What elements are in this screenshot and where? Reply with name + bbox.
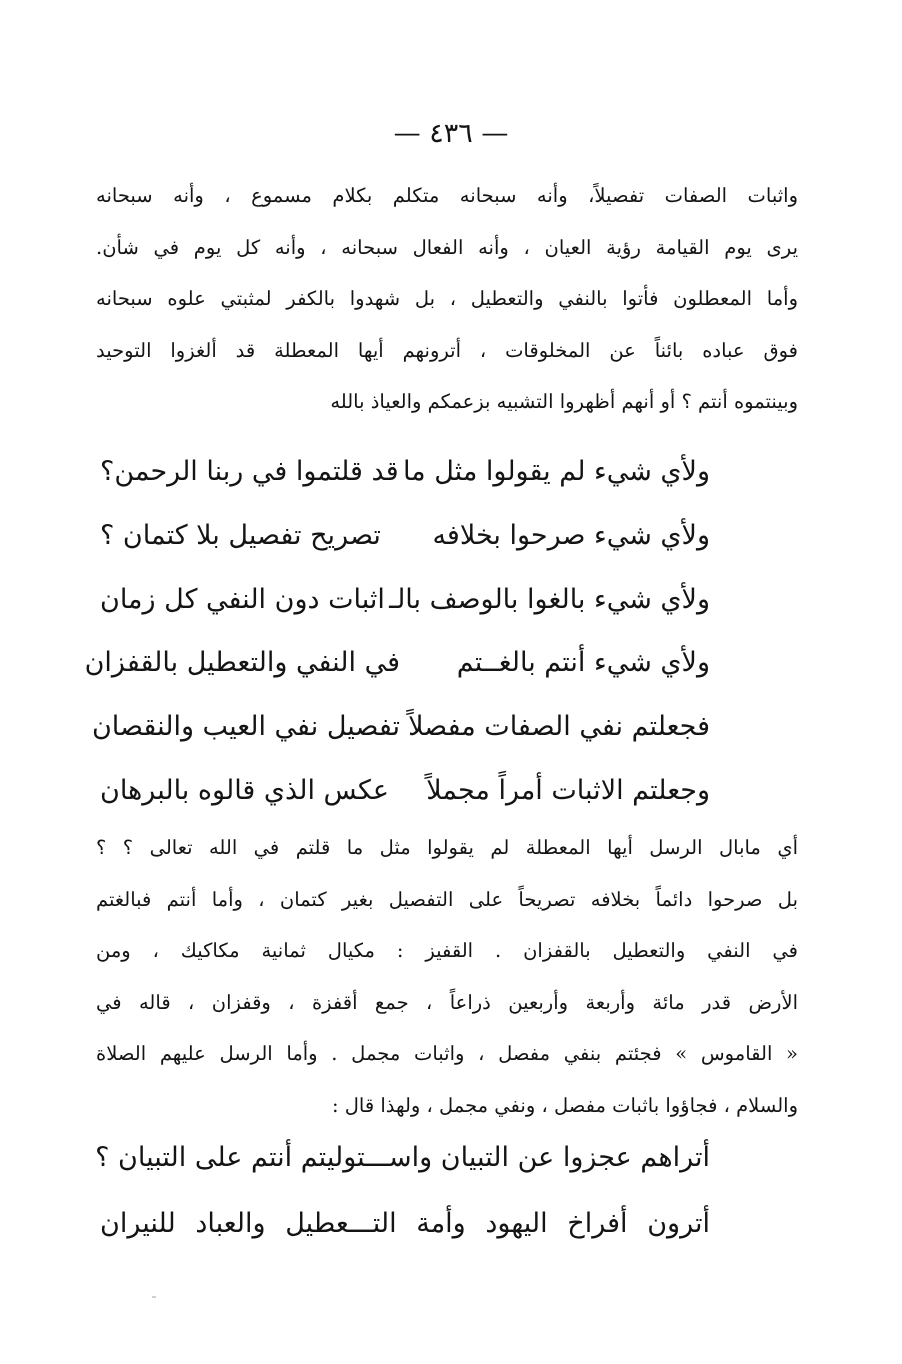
verse — [100, 765, 710, 829]
print-speck — [152, 1296, 156, 1298]
verse — [100, 446, 710, 510]
poem-verses — [84, 446, 710, 829]
paragraph-1-line: فوق عباده بائناً عن المخلوقات ، أترونهم أيها المعطلة قد ألغزوا التوحيد — [96, 338, 798, 362]
verse-second-hemistich: في النفي والتعطيل بالقفزان — [84, 647, 400, 679]
verse-second-hemistich: تصريح تفصيل بلا كتمان ؟ — [100, 519, 381, 551]
paragraph-1-line: وأما المعطلون فأتوا بالنفي والتعطيل ، بل شهدوا بالكفر لمثبتي علوه سبحانه — [96, 287, 798, 310]
paragraph-2-line: والسلام ، فجاؤوا باثبات مفصل ، ونفي مجمل ، ولهذا قال : — [331, 1093, 798, 1117]
paragraph-2-line: أي مابال الرسل أيها المعطلة لم يقولوا مثل ما قلتم في الله تعالى ؟ ؟ — [96, 836, 798, 859]
verse-first-hemistich: ولأي شيء بالغوا بالوصف بالـ — [389, 583, 710, 615]
closing-verses — [95, 1128, 710, 1260]
verse-first-hemistich: فجعلتم نفي الصفات مفصلاً — [408, 711, 710, 743]
verse-first-hemistich: ولأي شيء صرحوا بخلافه — [432, 519, 710, 551]
paragraph-1-line: واثبات الصفات تفصيلاً، وأنه سبحانه متكلم بكلام مسموع ، وأنه سبحانه — [96, 184, 798, 207]
paragraph-2-line: الأرض قدر مائة وأربعة وأربعين ذراعاً ، جمع أقفزة ، وقفزان ، قاله في — [96, 990, 798, 1014]
closing-verse: أتراهم عجزوا عن التبيان واســـتوليتم أنتم على التبيان ؟ — [95, 1142, 710, 1173]
verse-second-hemistich: عكس الذي قالوه بالبرهان — [100, 774, 389, 806]
verse-first-hemistich: وجعلتم الاثبات أمراً مجملاً — [426, 774, 710, 806]
verse — [91, 701, 710, 765]
page-number: — ٤٣٦ — — [393, 118, 509, 149]
verse-second-hemistich: تفصيل نفي العيب والنقصان — [91, 711, 400, 743]
paragraph-2 — [96, 822, 798, 1131]
paragraph-2-line: بل صرحوا دائماً بخلافه تصريحاً على التفصيل بغير كتمان ، وأما أنتم فبالغتم — [96, 887, 798, 911]
verse — [84, 637, 710, 701]
verse-first-hemistich: ولأي شيء لم يقولوا مثل ما — [402, 456, 710, 487]
paragraph-1-line: وبينتموه أنتم ؟ أو أنهم أظهروا التشبيه بزعمكم والعياذ بالله — [330, 390, 798, 413]
paragraph-2-line: في النفي والتعطيل بالقفزان . القفيز : مكيال ثمانية مكاكيك ، ومن — [96, 939, 798, 962]
paragraph-1 — [96, 170, 798, 428]
paragraph-1-line: يرى يوم القيامة رؤية العيان ، وأنه الفعال سبحانه ، وأنه كل يوم في شأن. — [96, 235, 798, 259]
verse-second-hemistich: اثبات دون النفي كل زمان — [100, 583, 385, 615]
verse-first-hemistich: ولأي شيء أنتم بالغــتم — [456, 647, 710, 679]
verse — [100, 510, 710, 574]
paragraph-2-line: « القاموس » فجئتم بنفي مفصل ، واثبات مجمل . وأما الرسل عليهم الصلاة — [96, 1042, 798, 1065]
verse — [100, 574, 710, 638]
closing-verse: أترون أفراخ اليهود وأمة التـــعطيل والعباد للنيران — [100, 1208, 710, 1239]
verse-second-hemistich: قد قلتموا في ربنا الرحمن؟ — [100, 456, 399, 487]
